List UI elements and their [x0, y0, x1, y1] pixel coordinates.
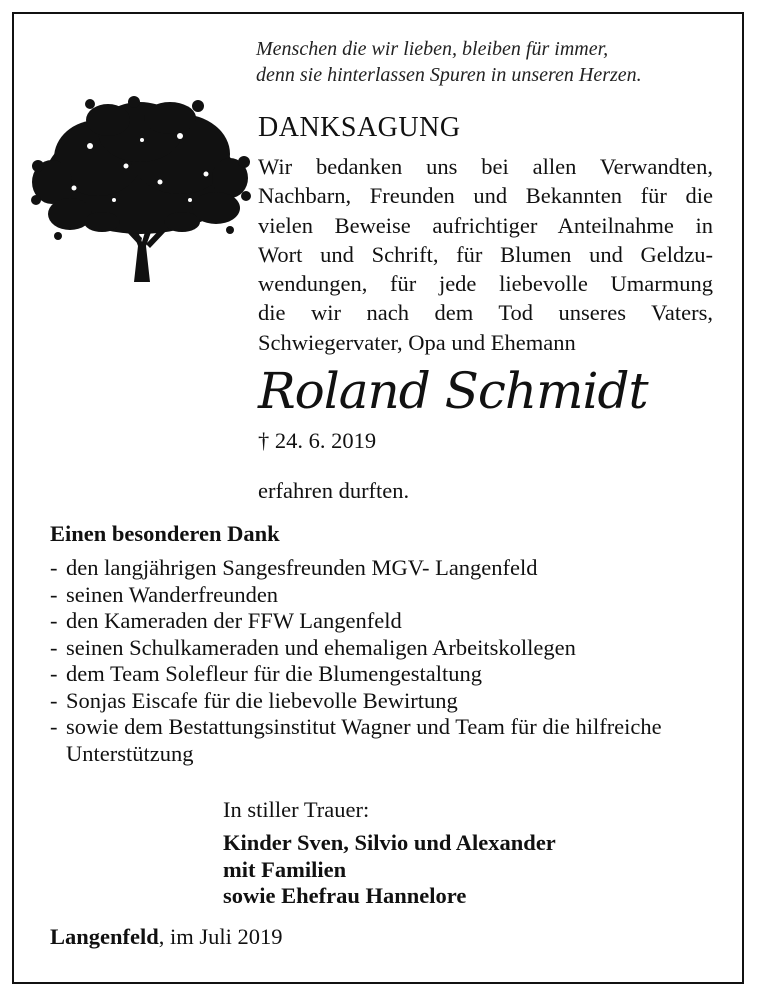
mourning-label: In stiller Trauer:: [223, 797, 370, 822]
closing-phrase: erfahren durften.: [258, 478, 410, 503]
paragraph-line: Nachbarn, Freunden und Bekannten für die: [258, 183, 713, 209]
paragraph-line: vielen Beweise aufrichtiger Anteilnahme in: [258, 212, 713, 238]
list-item: - seinen Wanderfreunden: [50, 582, 730, 609]
list-item-text: sowie dem Bestattungsinstitut Wagner und Team für die hilfreiche Unterstützung: [66, 714, 662, 766]
death-date: † 24. 6. 2019: [258, 428, 377, 453]
place-name: Langenfeld: [50, 924, 159, 949]
paragraph-line: Wort und Schrift, für Blumen und Geldzu-: [258, 241, 713, 267]
list-item-text: den langjährigen Sangesfreunden MGV- Langenfeld: [66, 555, 538, 580]
mourner-line: mit Familien: [223, 856, 347, 882]
paragraph-line: wendungen, für jede liebevolle Umarmung: [258, 271, 713, 297]
mourner-line: sowie Ehefrau Hannelore: [223, 883, 467, 908]
mourners-list: [223, 830, 556, 910]
footer-date: , im Juli 2019: [158, 924, 283, 949]
list-item-text: den Kameraden der FFW Langenfeld: [66, 608, 402, 633]
quote-line-1: Menschen die wir lieben, bleiben für immer,: [256, 38, 609, 60]
quote-line-2: denn sie hinterlassen Spuren in unseren Herzen.: [256, 64, 642, 86]
special-thanks-list: [50, 555, 730, 767]
list-item: - dem Team Solefleur für die Blumengestaltung: [50, 661, 730, 688]
paragraph-line: Wir bedanken uns bei allen Verwandten,: [258, 154, 713, 179]
special-thanks-title: Einen besonderen Dank: [50, 521, 280, 546]
thanks-paragraph: [258, 152, 713, 357]
list-item-text: seinen Schulkameraden und ehemaligen Arbeitskollegen: [66, 634, 576, 660]
page-title: DANKSAGUNG: [258, 112, 461, 143]
list-item: - den Kameraden der FFW Langenfeld: [50, 608, 730, 635]
opening-quote: [256, 36, 726, 88]
list-item-text: Sonjas Eiscafe für die liebevolle Bewirtung: [66, 687, 458, 713]
list-item: - Sonjas Eiscafe für die liebevolle Bewirtung: [50, 688, 730, 715]
tree-icon: [30, 96, 252, 282]
mourner-line: Kinder Sven, Silvio und Alexander: [223, 830, 556, 855]
deceased-name: Roland Schmidt: [258, 362, 648, 420]
list-item: - sowie dem Bestattungsinstitut Wagner und Team für die hilfreiche Unterstützung: [50, 714, 730, 767]
list-item: - seinen Schulkameraden und ehemaligen Arbeitskollegen: [50, 635, 730, 662]
list-item: - den langjährigen Sangesfreunden MGV- Langenfeld: [50, 555, 730, 582]
paragraph-line: Schwiegervater, Opa und Ehemann: [258, 329, 576, 355]
list-item-text: seinen Wanderfreunden: [66, 581, 279, 607]
place-and-date: [50, 924, 283, 950]
paragraph-line: die wir nach dem Tod unseres Vaters,: [258, 300, 713, 326]
list-item-text: dem Team Solefleur für die Blumengestaltung: [66, 661, 483, 686]
